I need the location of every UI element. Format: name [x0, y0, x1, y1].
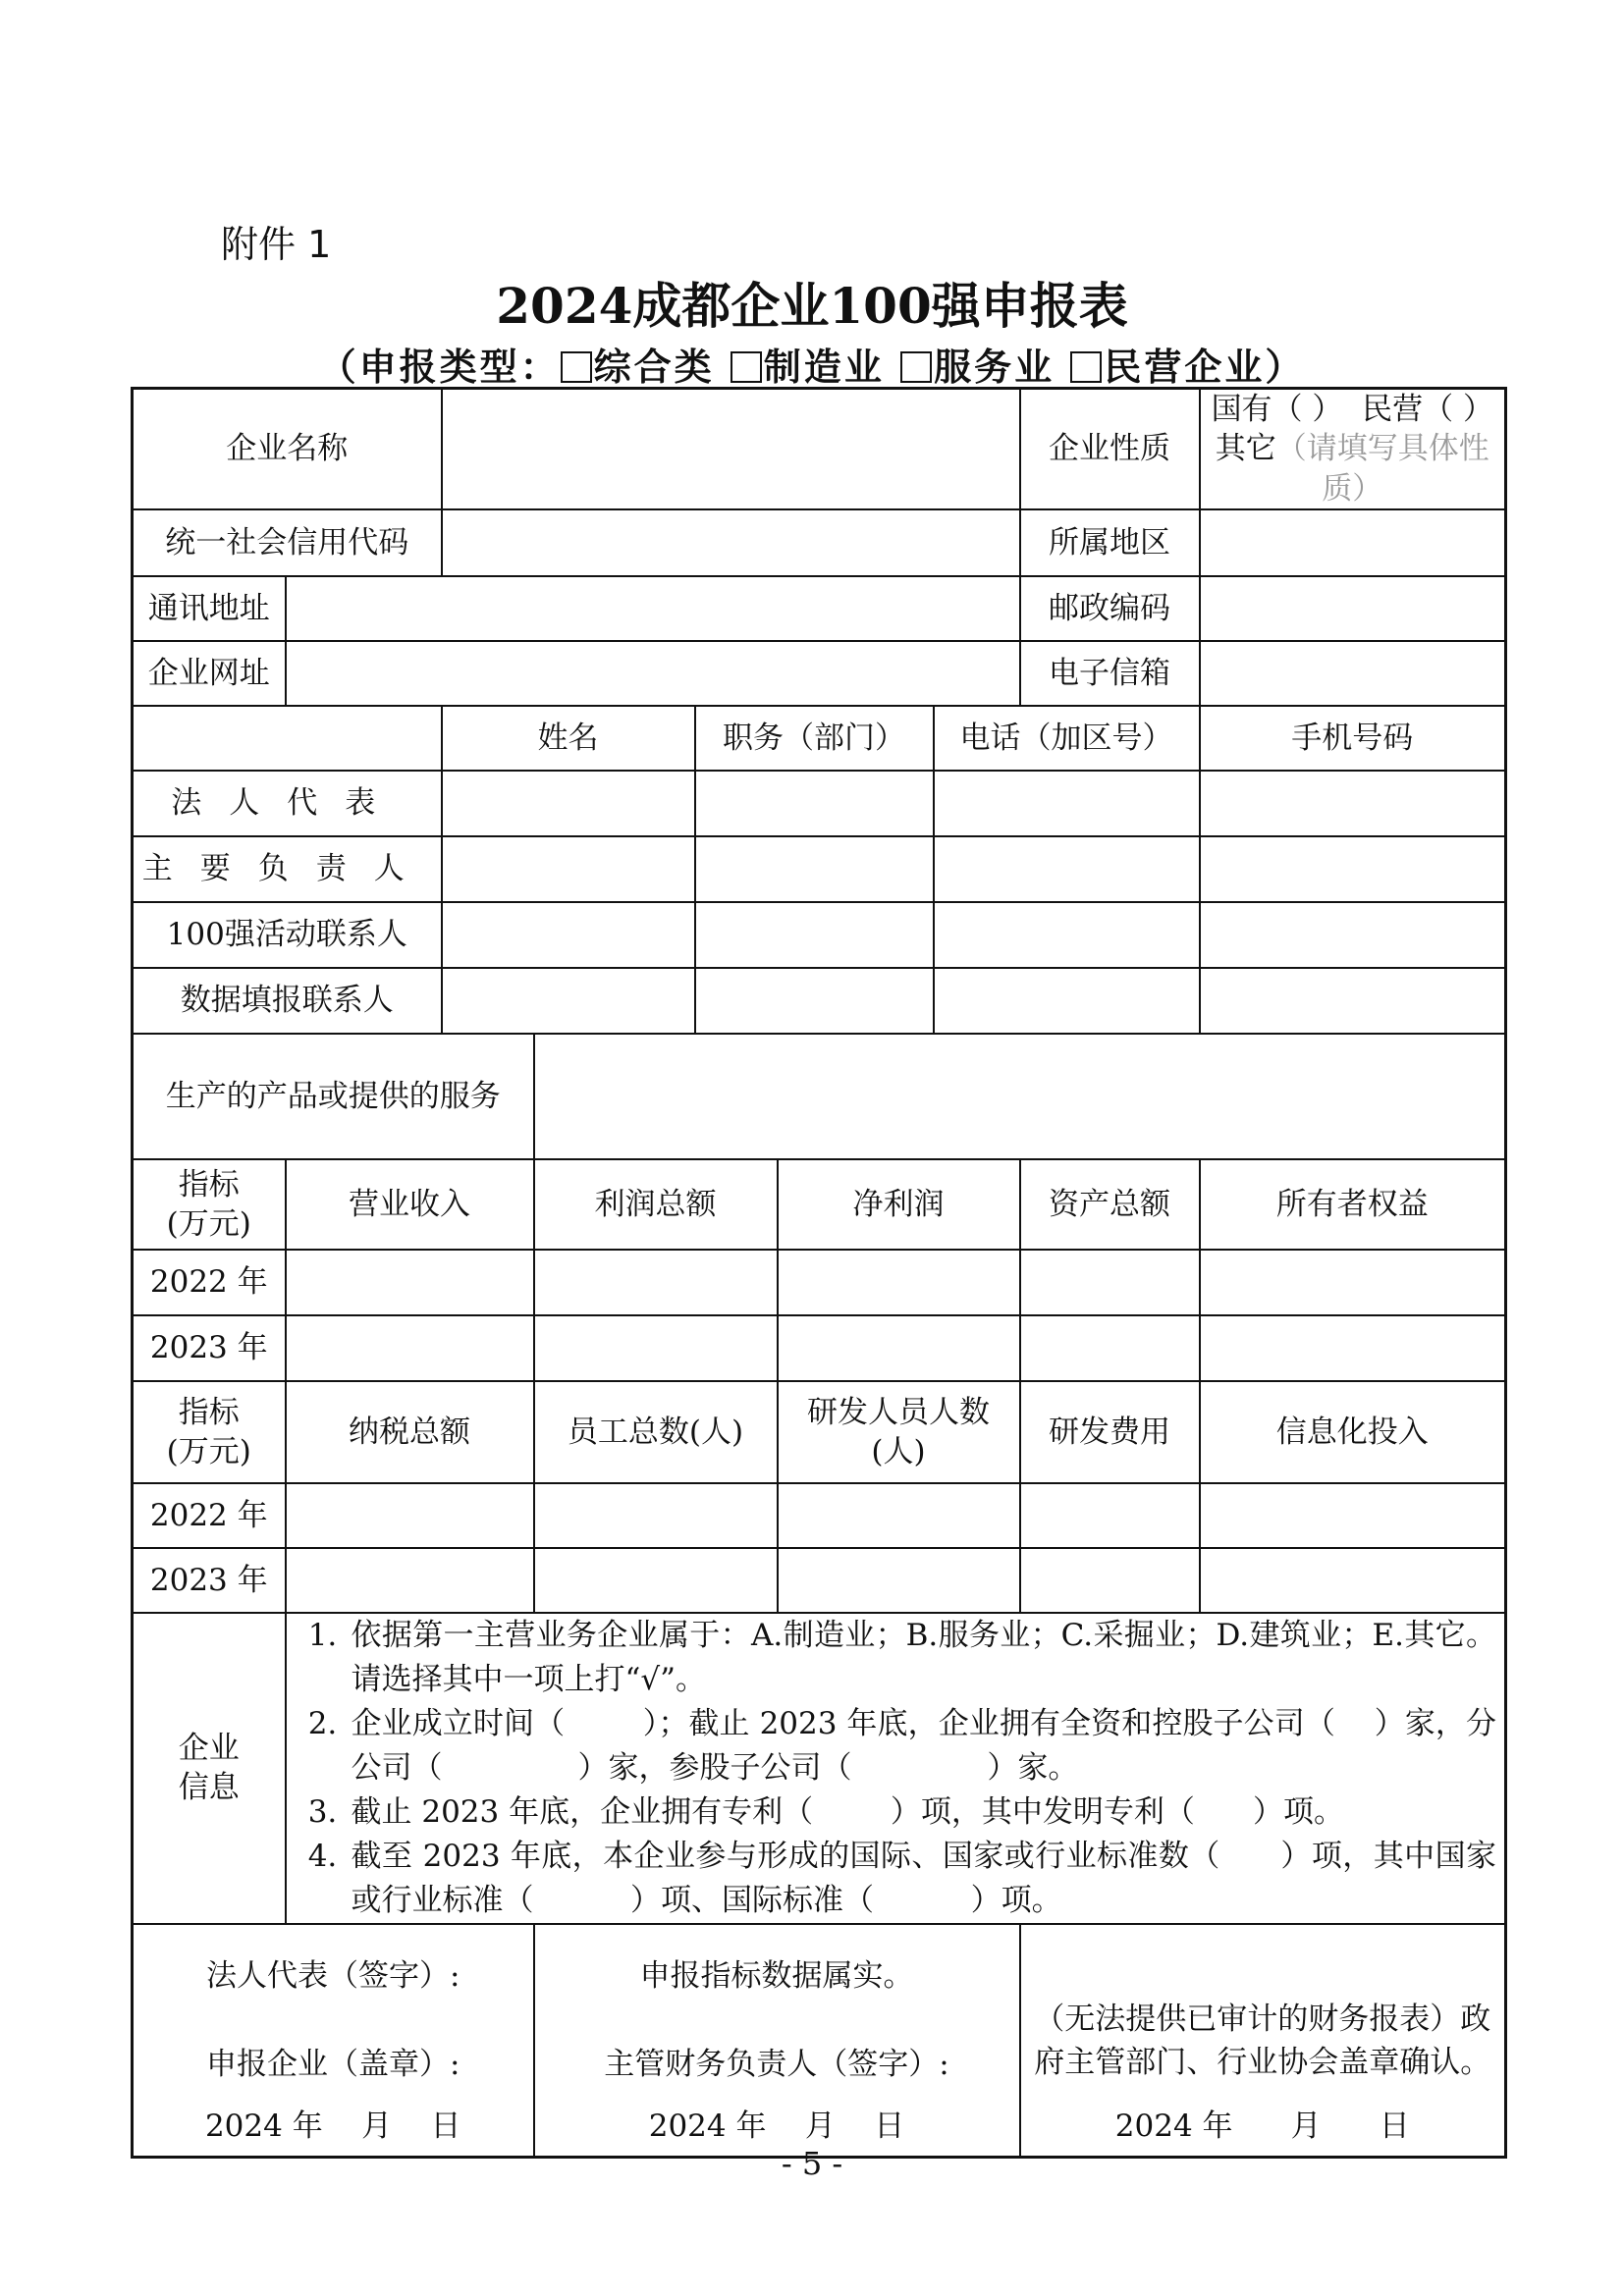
contact-cell[interactable] — [1200, 836, 1506, 902]
sign-date: 2024 年 月 日 — [1114, 2109, 1410, 2145]
indicator-col-rd-expense: 研发费用 — [1020, 1381, 1200, 1483]
contact-cell[interactable] — [442, 836, 695, 902]
info-item — [295, 1790, 1497, 1835]
company-info-label: 企业 信息 — [133, 1613, 286, 1924]
indicator-cell[interactable] — [286, 1548, 534, 1613]
indicator-cell[interactable] — [534, 1250, 778, 1315]
indicator-col-total-profit: 利润总额 — [534, 1159, 778, 1250]
company-name-input[interactable] — [442, 389, 1020, 509]
signature-legal-rep[interactable] — [133, 1924, 534, 2158]
nature-private: 民营（ ） — [1362, 392, 1493, 427]
contact-row-principal: 主要负责人 — [133, 836, 442, 902]
data-true-statement: 申报指标数据属实。 — [639, 1957, 914, 1994]
address-input[interactable] — [286, 576, 1020, 641]
contact-cell[interactable] — [1200, 968, 1506, 1034]
indicator-cell[interactable] — [778, 1483, 1020, 1548]
contact-cell[interactable] — [695, 968, 934, 1034]
declaration-type-prefix: （申报类型： — [318, 345, 561, 389]
contact-row-legal-rep: 法人代表 — [133, 771, 442, 836]
products-label: 生产的产品或提供的服务 — [133, 1034, 534, 1159]
indicator-col-equity: 所有者权益 — [1200, 1159, 1506, 1250]
indicator-cell[interactable] — [1020, 1315, 1200, 1381]
sign-date: 2024 年 月 日 — [204, 2109, 461, 2145]
indicator-year-2022: 2022 年 — [133, 1250, 286, 1315]
authority-seal-note: （无法提供已审计的财务报表）政府主管部门、行业协会盖章确认。 — [1034, 2001, 1491, 2080]
indicator-cell[interactable] — [1200, 1315, 1506, 1381]
indicator-cell[interactable] — [286, 1483, 534, 1548]
region-input[interactable] — [1200, 509, 1506, 576]
indicator-cell[interactable] — [286, 1250, 534, 1315]
finance-sign-label: 主管财务负责人（签字）: — [604, 2046, 949, 2082]
company-info-content[interactable] — [286, 1613, 1506, 1924]
info-item-text: 企业成立时间（ ）；截止 2023 年底，企业拥有全资和控股子公司（ ）家，分公司（ ）家，参股子公司（ ）家。 — [351, 1705, 1497, 1786]
declaration-type-line — [0, 337, 1624, 391]
option-services: 服务业 — [934, 345, 1056, 389]
indicator-year-2023: 2023 年 — [133, 1548, 286, 1613]
contact-cell[interactable] — [442, 902, 695, 968]
contacts-header-phone: 电话（加区号） — [934, 706, 1200, 771]
contact-cell[interactable] — [1200, 771, 1506, 836]
contact-cell[interactable] — [442, 771, 695, 836]
indicator-cell[interactable] — [1020, 1483, 1200, 1548]
contacts-header-mobile: 手机号码 — [1200, 706, 1506, 771]
info-item-number: 4. — [307, 1838, 338, 1874]
info-item — [295, 1702, 1497, 1790]
indicator-cell[interactable] — [1200, 1250, 1506, 1315]
checkbox-comprehensive[interactable] — [561, 351, 592, 383]
postcode-input[interactable] — [1200, 576, 1506, 641]
info-item-number: 1. — [307, 1617, 338, 1653]
indicator-col-employees: 员工总数(人) — [534, 1381, 778, 1483]
indicator-cell[interactable] — [1020, 1548, 1200, 1613]
indicator-cell[interactable] — [778, 1548, 1020, 1613]
option-comprehensive: 综合类 — [593, 345, 715, 389]
info-item-number: 2. — [307, 1705, 338, 1741]
attachment-label: 附件 1 — [221, 223, 332, 266]
indicator-col-revenue: 营业收入 — [286, 1159, 534, 1250]
info-item — [295, 1835, 1497, 1923]
contacts-header-position: 职务（部门） — [695, 706, 934, 771]
option-manufacturing: 制造业 — [763, 345, 885, 389]
indicator-year-2023: 2023 年 — [133, 1315, 286, 1381]
indicator-cell[interactable] — [1020, 1250, 1200, 1315]
contact-cell[interactable] — [934, 771, 1200, 836]
contact-cell[interactable] — [695, 771, 934, 836]
contacts-header-name: 姓名 — [442, 706, 695, 771]
contact-row-activity: 100强活动联系人 — [133, 902, 442, 968]
indicator-cell[interactable] — [1200, 1483, 1506, 1548]
indicator-col-total-assets: 资产总额 — [1020, 1159, 1200, 1250]
region-label: 所属地区 — [1020, 509, 1200, 576]
contact-row-data: 数据填报联系人 — [133, 968, 442, 1034]
indicator-cell[interactable] — [534, 1315, 778, 1381]
indicator-cell[interactable] — [1200, 1548, 1506, 1613]
indicators-header-2: 指标 (万元) — [133, 1381, 286, 1483]
indicator-cell[interactable] — [534, 1483, 778, 1548]
indicator-col-it-investment: 信息化投入 — [1200, 1381, 1506, 1483]
nature-other: 其它 — [1215, 431, 1276, 467]
checkbox-manufacturing[interactable] — [731, 351, 762, 383]
info-item — [295, 1614, 1497, 1702]
contact-cell[interactable] — [934, 836, 1200, 902]
legal-rep-sign-label: 法人代表（签字）: — [206, 1957, 460, 1994]
indicators-header-1: 指标 (万元) — [133, 1159, 286, 1250]
contact-cell[interactable] — [442, 968, 695, 1034]
signature-finance[interactable] — [534, 1924, 1020, 2158]
contact-cell[interactable] — [1200, 902, 1506, 968]
credit-code-input[interactable] — [442, 509, 1020, 576]
contact-cell[interactable] — [695, 902, 934, 968]
declaration-type-suffix: ） — [1265, 345, 1306, 389]
address-label: 通讯地址 — [133, 576, 286, 641]
company-name-label: 企业名称 — [133, 389, 442, 509]
signature-authority[interactable] — [1020, 1924, 1506, 2158]
email-label: 电子信箱 — [1020, 641, 1200, 706]
company-nature-options[interactable] — [1200, 389, 1506, 509]
website-input[interactable] — [286, 641, 1020, 706]
indicator-year-2022: 2022 年 — [133, 1483, 286, 1548]
contact-cell[interactable] — [934, 902, 1200, 968]
nature-other-hint: （请填写具体性质） — [1275, 431, 1489, 507]
credit-code-label: 统一社会信用代码 — [133, 509, 442, 576]
info-item-text: 截至 2023 年底，本企业参与形成的国际、国家或行业标准数（ ）项，其中国家或行业标准（ ）项、国际标准（ ）项。 — [351, 1838, 1497, 1918]
indicator-col-tax: 纳税总额 — [286, 1381, 534, 1483]
page-title: 2024成都企业100强申报表 — [496, 277, 1128, 335]
nature-state: 国有（ ） — [1211, 392, 1343, 427]
application-form-table — [131, 387, 1507, 2159]
contact-cell[interactable] — [695, 836, 934, 902]
company-nature-label: 企业性质 — [1020, 389, 1200, 509]
checkbox-private[interactable] — [1070, 351, 1102, 383]
sign-date: 2024 年 月 日 — [648, 2109, 905, 2145]
contacts-corner-cell — [133, 706, 442, 771]
contact-cell[interactable] — [934, 968, 1200, 1034]
indicator-cell[interactable] — [778, 1315, 1020, 1381]
postcode-label: 邮政编码 — [1020, 576, 1200, 641]
info-item-text: 依据第一主营业务企业属于：A.制造业；B.服务业；C.采掘业；D.建筑业；E.其它。请选择其中一项上打“√”。 — [351, 1617, 1497, 1697]
indicator-cell[interactable] — [286, 1315, 534, 1381]
indicator-cell[interactable] — [778, 1250, 1020, 1315]
email-input[interactable] — [1200, 641, 1506, 706]
info-item-text: 截止 2023 年底，企业拥有专利（ ）项，其中发明专利（ ）项。 — [351, 1793, 1345, 1830]
checkbox-services[interactable] — [900, 351, 932, 383]
info-item-number: 3. — [307, 1793, 338, 1830]
indicator-col-net-profit: 净利润 — [778, 1159, 1020, 1250]
indicator-col-rd-staff: 研发人员人数 (人) — [778, 1381, 1020, 1483]
products-input[interactable] — [534, 1034, 1506, 1159]
page-number: - 5 - — [781, 2145, 843, 2182]
company-seal-label: 申报企业（盖章）: — [206, 2046, 460, 2082]
indicator-cell[interactable] — [534, 1548, 778, 1613]
option-private: 民营企业 — [1104, 345, 1266, 389]
website-label: 企业网址 — [133, 641, 286, 706]
